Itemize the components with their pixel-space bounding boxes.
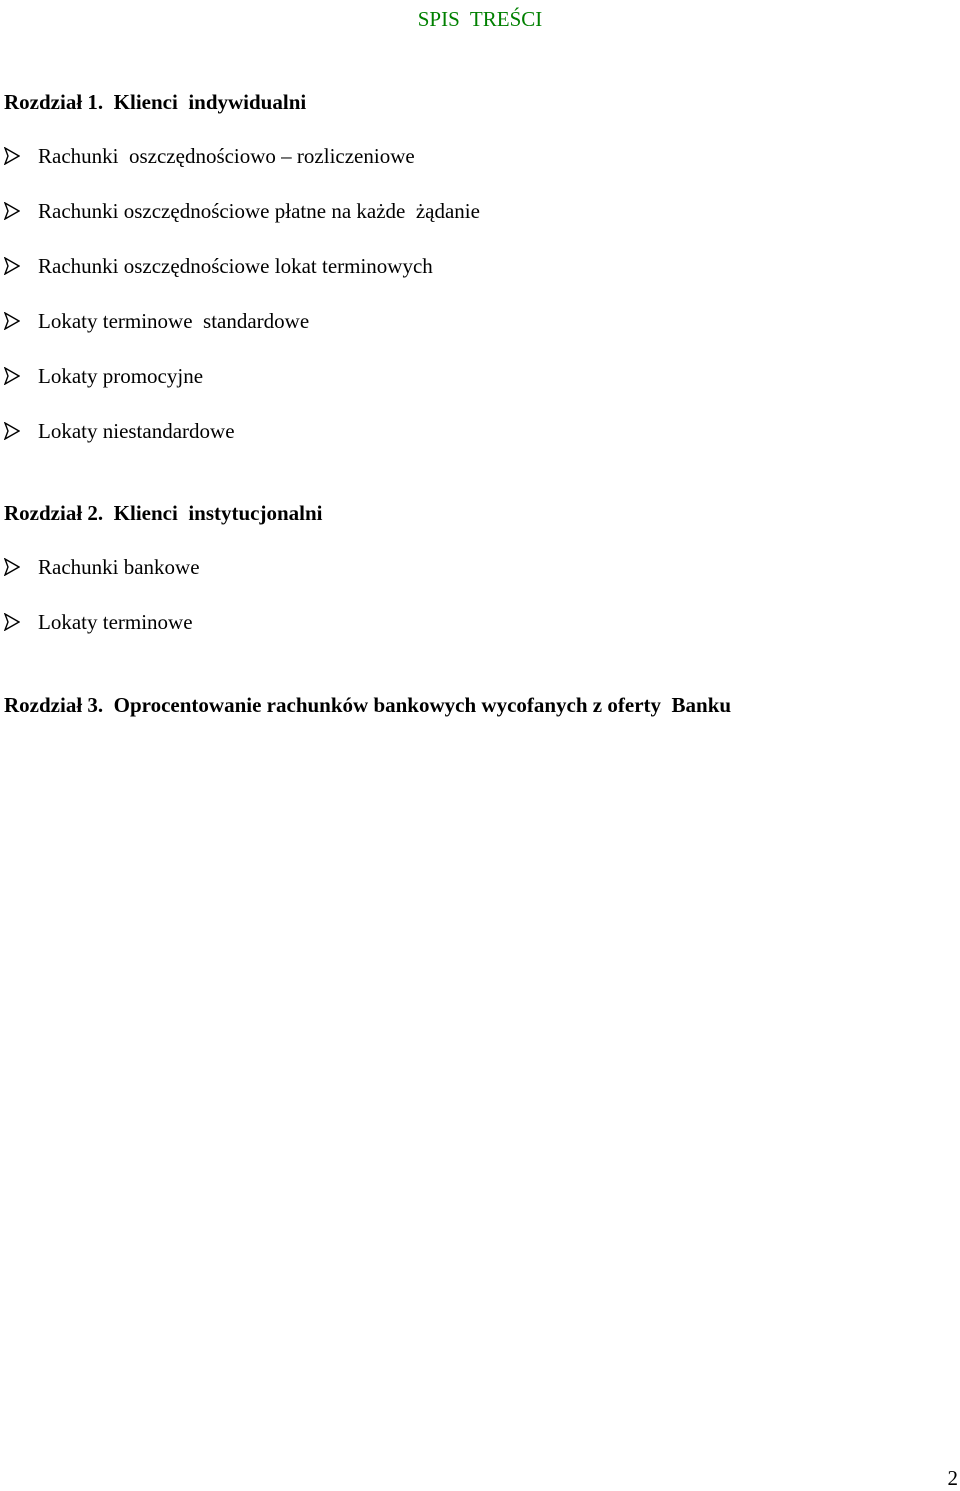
toc-item[interactable]: [4, 143, 415, 169]
toc-item[interactable]: [4, 363, 203, 389]
toc-item[interactable]: [4, 418, 235, 444]
toc-item[interactable]: [4, 198, 480, 224]
chapter-3-heading[interactable]: Rozdział 3. Oprocentowanie rachunków bankowych wycofanych z oferty Banku: [4, 693, 732, 717]
chapter-2-heading[interactable]: Rozdział 2. Klienci instytucjonalni: [4, 501, 323, 525]
arrowhead-bullet-icon: [4, 253, 38, 279]
page-number: 2: [947, 1466, 958, 1490]
arrowhead-bullet-icon: [4, 609, 38, 635]
toc-item-label: Lokaty terminowe: [38, 610, 193, 634]
toc-item-label: Rachunki bankowe: [38, 555, 200, 579]
arrowhead-bullet-icon: [4, 554, 38, 580]
arrowhead-bullet-icon: [4, 198, 38, 224]
chapter-1-heading[interactable]: Rozdział 1. Klienci indywidualni: [4, 90, 307, 114]
arrowhead-bullet-icon: [4, 308, 38, 334]
toc-item[interactable]: [4, 253, 433, 279]
toc-item[interactable]: [4, 609, 193, 635]
arrowhead-bullet-icon: [4, 418, 38, 444]
toc-item-label: Rachunki oszczędnościowe płatne na każde żądanie: [38, 199, 480, 223]
arrowhead-bullet-icon: [4, 363, 38, 389]
toc-item-label: Lokaty terminowe standardowe: [38, 309, 310, 333]
toc-item-label: Rachunki oszczędnościowe lokat terminowych: [38, 254, 433, 278]
arrowhead-bullet-icon: [4, 143, 38, 169]
page-title: SPIS TREŚCI: [417, 7, 543, 31]
toc-item-label: Rachunki oszczędnościowo – rozliczeniowe: [38, 144, 415, 168]
toc-item[interactable]: [4, 308, 309, 334]
toc-item-label: Lokaty promocyjne: [38, 364, 204, 388]
toc-item-label: Lokaty niestandardowe: [38, 419, 235, 443]
toc-item[interactable]: [4, 554, 200, 580]
